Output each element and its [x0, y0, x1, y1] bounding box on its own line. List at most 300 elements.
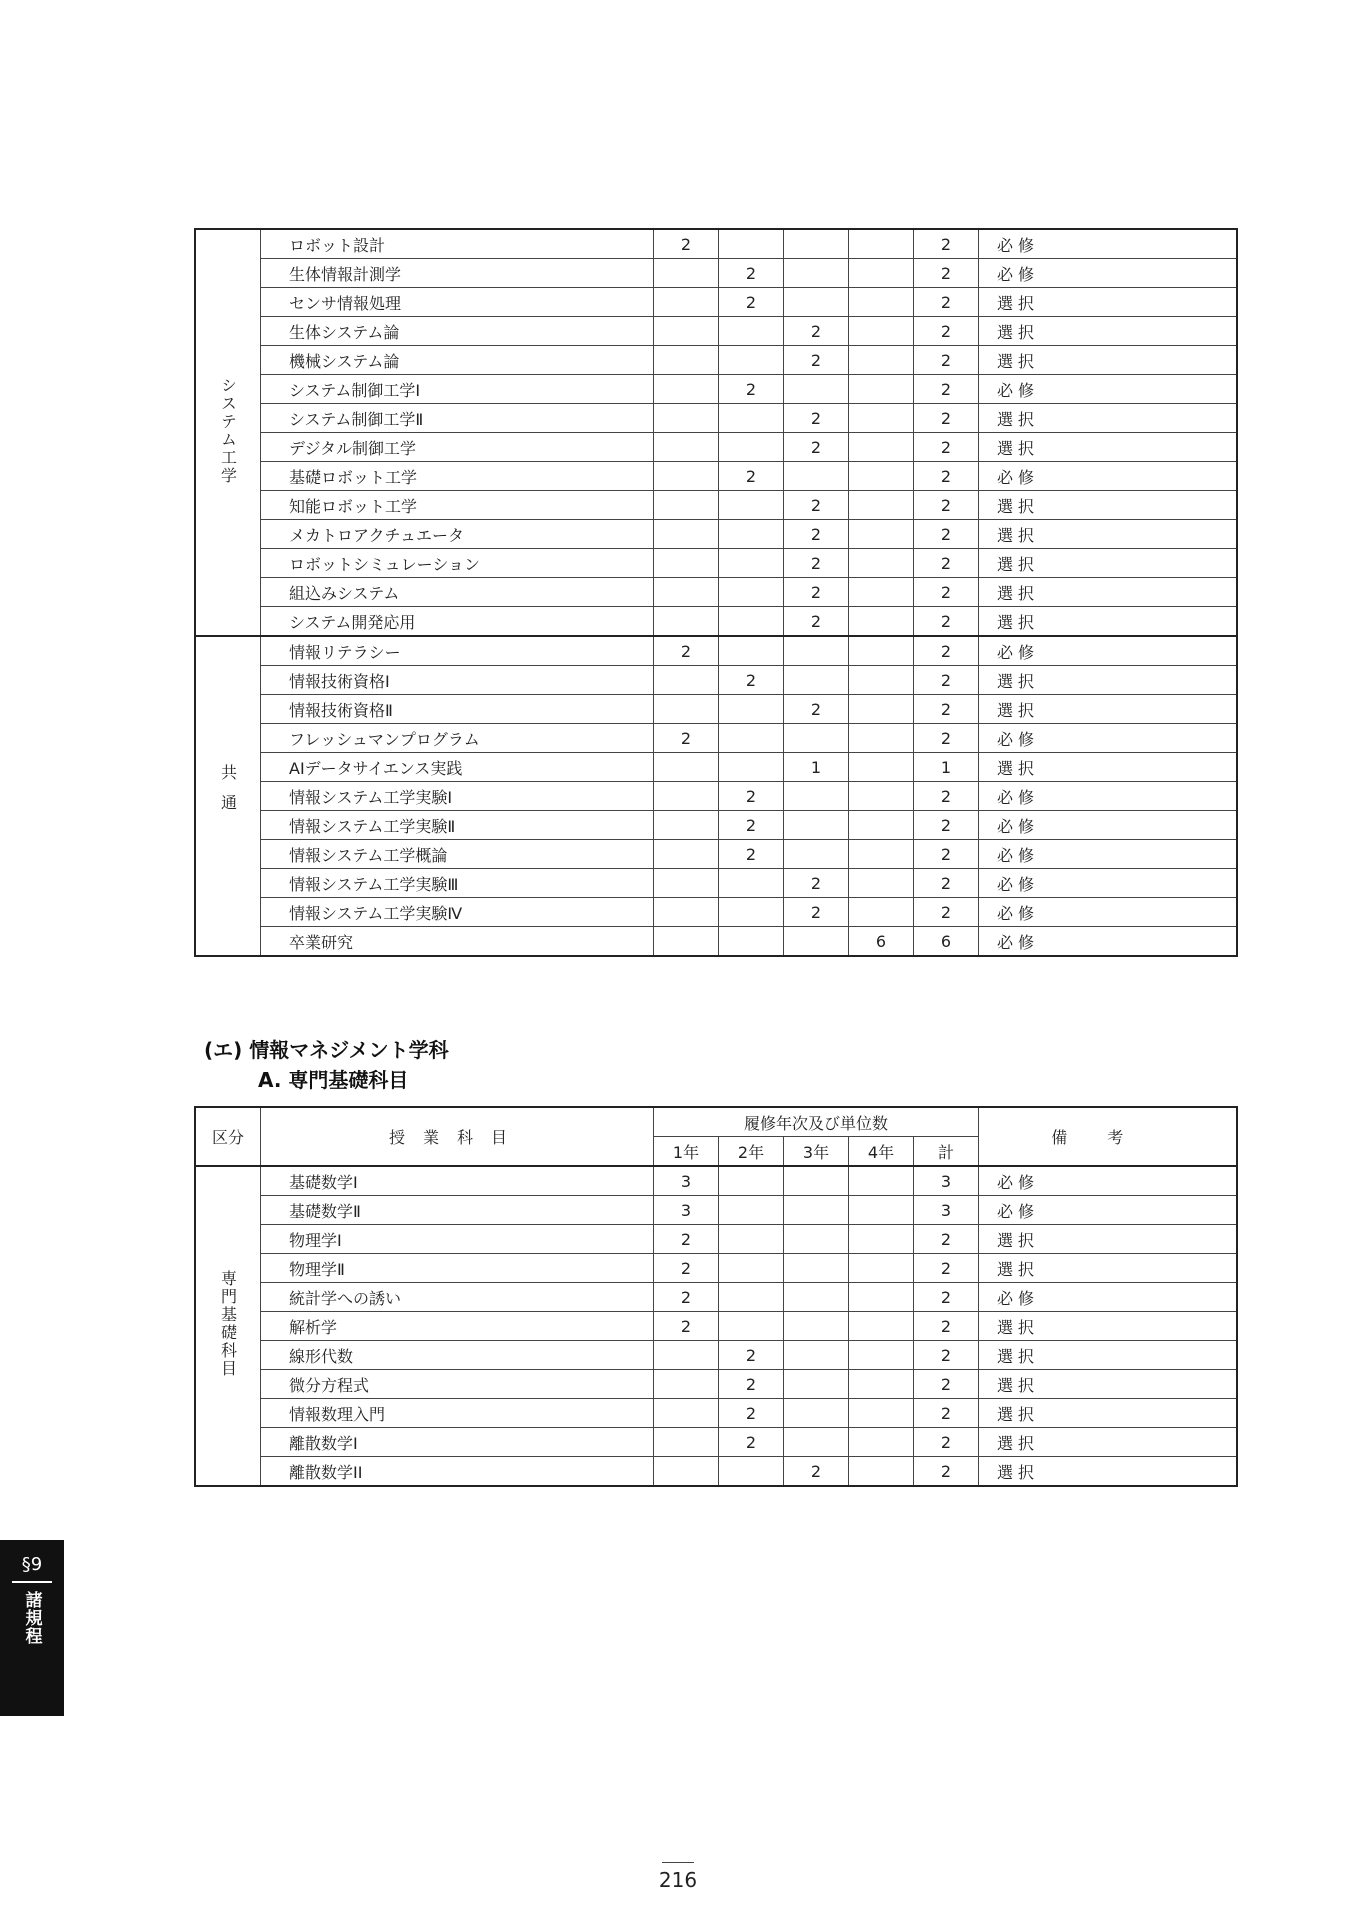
- basic-subjects-body: [195, 1166, 1237, 1486]
- credits-cell-y4: [849, 229, 914, 259]
- chapter-side-tab: [0, 1540, 64, 1716]
- credits-cell-y1: [654, 288, 719, 317]
- credits-cell-y3: [784, 811, 849, 840]
- header-years-group: 履修年次及び単位数: [654, 1107, 979, 1137]
- total-credits-cell: 2: [914, 229, 979, 259]
- category-cell: [195, 1166, 261, 1486]
- credits-cell-y4: [849, 288, 914, 317]
- credits-cell-y3: 2: [784, 491, 849, 520]
- total-credits-cell: 2: [914, 1225, 979, 1254]
- credits-cell-y4: [849, 346, 914, 375]
- basic-subjects-table: [194, 1106, 1238, 1487]
- subject-cell: 物理学Ⅰ: [261, 1225, 654, 1254]
- credits-cell-y1: [654, 927, 719, 957]
- credits-cell-y4: [849, 1457, 914, 1487]
- credits-cell-y3: [784, 259, 849, 288]
- table-row: [195, 462, 1237, 491]
- credits-cell-y4: [849, 520, 914, 549]
- remark-cell: 必修: [979, 259, 1237, 288]
- table-row: [195, 1225, 1237, 1254]
- credits-cell-y3: [784, 840, 849, 869]
- credits-cell-y1: [654, 520, 719, 549]
- credits-cell-y1: 2: [654, 1225, 719, 1254]
- credits-cell-y2: [719, 346, 784, 375]
- credits-cell-y2: 2: [719, 259, 784, 288]
- subject-cell: 情報リテラシー: [261, 636, 654, 666]
- subject-cell: システム開発応用: [261, 607, 654, 637]
- credits-cell-y4: [849, 782, 914, 811]
- credits-cell-y2: 2: [719, 288, 784, 317]
- credits-cell-y3: 2: [784, 346, 849, 375]
- credits-cell-y1: [654, 317, 719, 346]
- total-credits-cell: 3: [914, 1196, 979, 1225]
- header-category: 区分: [195, 1107, 261, 1166]
- credits-cell-y2: 2: [719, 1428, 784, 1457]
- credits-cell-y3: [784, 462, 849, 491]
- credits-cell-y1: [654, 666, 719, 695]
- credits-cell-y1: [654, 869, 719, 898]
- remark-cell: 必修: [979, 1166, 1237, 1196]
- subject-cell: デジタル制御工学: [261, 433, 654, 462]
- credits-cell-y4: [849, 811, 914, 840]
- credits-cell-y4: [849, 259, 914, 288]
- credits-cell-y4: [849, 840, 914, 869]
- subject-cell: センサ情報処理: [261, 288, 654, 317]
- credits-cell-y2: [719, 1283, 784, 1312]
- credits-cell-y1: 2: [654, 636, 719, 666]
- subject-cell: 線形代数: [261, 1341, 654, 1370]
- total-credits-cell: 2: [914, 1254, 979, 1283]
- credits-cell-y3: [784, 1370, 849, 1399]
- category-label: 共通: [218, 764, 238, 824]
- total-credits-cell: 2: [914, 869, 979, 898]
- total-credits-cell: 2: [914, 491, 979, 520]
- total-credits-cell: 2: [914, 1341, 979, 1370]
- credits-cell-y2: 2: [719, 1399, 784, 1428]
- credits-cell-y1: [654, 607, 719, 637]
- remark-cell: 必修: [979, 840, 1237, 869]
- total-credits-cell: 2: [914, 636, 979, 666]
- credits-cell-y1: [654, 404, 719, 433]
- page-number: 216: [658, 1868, 698, 1892]
- credits-cell-y4: [849, 1370, 914, 1399]
- subject-cell: 組込みシステム: [261, 578, 654, 607]
- remark-cell: 選択: [979, 1370, 1237, 1399]
- remark-cell: 必修: [979, 811, 1237, 840]
- credits-cell-y4: [849, 1196, 914, 1225]
- credits-cell-y4: [849, 724, 914, 753]
- subject-cell: システム制御工学Ⅱ: [261, 404, 654, 433]
- credits-cell-y3: [784, 666, 849, 695]
- subject-cell: 基礎数学Ⅱ: [261, 1196, 654, 1225]
- remark-cell: 選択: [979, 288, 1237, 317]
- credits-cell-y2: 2: [719, 811, 784, 840]
- credits-cell-y2: 2: [719, 1341, 784, 1370]
- subject-cell: 解析学: [261, 1312, 654, 1341]
- table-row: [195, 404, 1237, 433]
- table-row: [195, 840, 1237, 869]
- category-cell: [195, 636, 261, 956]
- credits-cell-y1: 2: [654, 1283, 719, 1312]
- subject-cell: システム制御工学Ⅰ: [261, 375, 654, 404]
- credits-cell-y3: [784, 375, 849, 404]
- subject-cell: 情報技術資格Ⅰ: [261, 666, 654, 695]
- subject-cell: 情報システム工学実験Ⅳ: [261, 898, 654, 927]
- category-cell: [195, 229, 261, 636]
- subject-cell: 離散数学II: [261, 1457, 654, 1487]
- table-row: [195, 1166, 1237, 1196]
- credits-cell-y3: [784, 1312, 849, 1341]
- remark-cell: 選択: [979, 666, 1237, 695]
- credits-cell-y2: [719, 1254, 784, 1283]
- subject-cell: フレッシュマンプログラム: [261, 724, 654, 753]
- remark-cell: 選択: [979, 520, 1237, 549]
- table-row: [195, 433, 1237, 462]
- credits-cell-y3: [784, 1166, 849, 1196]
- credits-cell-y1: 3: [654, 1166, 719, 1196]
- table-row: [195, 811, 1237, 840]
- total-credits-cell: 2: [914, 433, 979, 462]
- remark-cell: 必修: [979, 869, 1237, 898]
- subject-cell: ロボット設計: [261, 229, 654, 259]
- table-row: [195, 1399, 1237, 1428]
- category-label: システム工学: [218, 376, 238, 485]
- credits-cell-y2: [719, 636, 784, 666]
- section-subtitle: A. 専門基礎科目: [258, 1068, 409, 1092]
- table-row: [195, 1428, 1237, 1457]
- credits-cell-y2: 2: [719, 782, 784, 811]
- credits-cell-y2: 2: [719, 840, 784, 869]
- table-row: [195, 1341, 1237, 1370]
- remark-cell: 選択: [979, 346, 1237, 375]
- remark-cell: 選択: [979, 1457, 1237, 1487]
- table-row: [195, 724, 1237, 753]
- subject-cell: 情報システム工学概論: [261, 840, 654, 869]
- table-row: [195, 782, 1237, 811]
- credits-cell-y4: [849, 404, 914, 433]
- credits-cell-y1: 3: [654, 1196, 719, 1225]
- total-credits-cell: 2: [914, 1428, 979, 1457]
- credits-cell-y3: 2: [784, 607, 849, 637]
- header-year2: 2年: [719, 1137, 784, 1167]
- chapter-number: §9: [21, 1554, 43, 1575]
- credits-cell-y4: [849, 636, 914, 666]
- table-row: [195, 607, 1237, 637]
- credits-cell-y4: [849, 375, 914, 404]
- subject-cell: 情報数理入門: [261, 1399, 654, 1428]
- credits-cell-y1: [654, 462, 719, 491]
- credits-cell-y4: [849, 1312, 914, 1341]
- total-credits-cell: 2: [914, 317, 979, 346]
- remark-cell: 必修: [979, 636, 1237, 666]
- remark-cell: 選択: [979, 753, 1237, 782]
- credits-cell-y4: [849, 491, 914, 520]
- credits-cell-y3: 2: [784, 1457, 849, 1487]
- table-row: [195, 695, 1237, 724]
- credits-cell-y4: [849, 607, 914, 637]
- remark-cell: 必修: [979, 375, 1237, 404]
- credits-cell-y3: 2: [784, 549, 849, 578]
- remark-cell: 選択: [979, 317, 1237, 346]
- credits-cell-y4: [849, 869, 914, 898]
- remark-cell: 必修: [979, 782, 1237, 811]
- total-credits-cell: 2: [914, 1457, 979, 1487]
- subject-cell: ロボットシミュレーション: [261, 549, 654, 578]
- credits-cell-y3: [784, 724, 849, 753]
- subject-cell: 知能ロボット工学: [261, 491, 654, 520]
- credits-cell-y3: [784, 1283, 849, 1312]
- remark-cell: 必修: [979, 724, 1237, 753]
- total-credits-cell: 6: [914, 927, 979, 957]
- credits-cell-y2: 2: [719, 1370, 784, 1399]
- remark-cell: 選択: [979, 1225, 1237, 1254]
- credits-cell-y4: [849, 1225, 914, 1254]
- total-credits-cell: 2: [914, 782, 979, 811]
- credits-cell-y2: [719, 491, 784, 520]
- table-row: [195, 317, 1237, 346]
- table-row: [195, 753, 1237, 782]
- credits-cell-y2: 2: [719, 462, 784, 491]
- credits-cell-y2: [719, 578, 784, 607]
- credits-cell-y3: [784, 229, 849, 259]
- credits-cell-y2: 2: [719, 375, 784, 404]
- credits-cell-y2: [719, 927, 784, 957]
- credits-cell-y1: [654, 840, 719, 869]
- credits-cell-y1: 2: [654, 724, 719, 753]
- total-credits-cell: 2: [914, 607, 979, 637]
- credits-cell-y2: [719, 433, 784, 462]
- credits-cell-y1: [654, 259, 719, 288]
- header-year1: 1年: [654, 1137, 719, 1167]
- credits-cell-y4: [849, 753, 914, 782]
- credits-cell-y4: [849, 1254, 914, 1283]
- remark-cell: 選択: [979, 607, 1237, 637]
- total-credits-cell: 2: [914, 520, 979, 549]
- total-credits-cell: 2: [914, 346, 979, 375]
- credits-cell-y4: [849, 1166, 914, 1196]
- total-credits-cell: 2: [914, 1370, 979, 1399]
- total-credits-cell: 2: [914, 259, 979, 288]
- credits-cell-y2: 2: [719, 666, 784, 695]
- total-credits-cell: 2: [914, 375, 979, 404]
- table-row: [195, 898, 1237, 927]
- table-row: [195, 636, 1237, 666]
- subject-cell: 生体情報計測学: [261, 259, 654, 288]
- credits-cell-y3: [784, 1428, 849, 1457]
- credits-cell-y1: [654, 1341, 719, 1370]
- credits-cell-y3: [784, 288, 849, 317]
- subject-cell: 情報技術資格Ⅱ: [261, 695, 654, 724]
- remark-cell: 選択: [979, 1312, 1237, 1341]
- subject-cell: 微分方程式: [261, 1370, 654, 1399]
- credits-cell-y4: [849, 1399, 914, 1428]
- credits-cell-y3: 2: [784, 695, 849, 724]
- section-title: (エ) 情報マネジメント学科: [204, 1038, 449, 1062]
- table-row: [195, 869, 1237, 898]
- table-row: [195, 1312, 1237, 1341]
- remark-cell: 選択: [979, 1428, 1237, 1457]
- credits-cell-y4: 6: [849, 927, 914, 957]
- credits-cell-y1: [654, 375, 719, 404]
- credits-cell-y3: 2: [784, 520, 849, 549]
- credits-cell-y2: [719, 724, 784, 753]
- subject-cell: 情報システム工学実験Ⅰ: [261, 782, 654, 811]
- header-remark: 備考: [979, 1107, 1237, 1166]
- credits-cell-y3: [784, 782, 849, 811]
- credits-cell-y4: [849, 1283, 914, 1312]
- credits-cell-y3: [784, 1196, 849, 1225]
- remark-cell: 必修: [979, 462, 1237, 491]
- table-row: [195, 549, 1237, 578]
- credits-cell-y1: 2: [654, 1254, 719, 1283]
- table-row: [195, 578, 1237, 607]
- credits-cell-y1: [654, 1428, 719, 1457]
- credits-cell-y1: [654, 346, 719, 375]
- table-row: [195, 1196, 1237, 1225]
- category-label: 専門基礎科目: [218, 1270, 238, 1378]
- remark-cell: 選択: [979, 404, 1237, 433]
- credits-cell-y1: [654, 782, 719, 811]
- credits-cell-y2: [719, 317, 784, 346]
- credits-cell-y1: [654, 898, 719, 927]
- credits-cell-y3: 2: [784, 433, 849, 462]
- header-year3: 3年: [784, 1137, 849, 1167]
- subject-cell: 離散数学I: [261, 1428, 654, 1457]
- credits-cell-y4: [849, 549, 914, 578]
- credits-cell-y1: [654, 811, 719, 840]
- remark-cell: 必修: [979, 229, 1237, 259]
- credits-cell-y2: [719, 753, 784, 782]
- remark-cell: 選択: [979, 1341, 1237, 1370]
- remark-cell: 選択: [979, 491, 1237, 520]
- credits-cell-y2: [719, 695, 784, 724]
- credits-cell-y3: [784, 1341, 849, 1370]
- credits-cell-y4: [849, 317, 914, 346]
- total-credits-cell: 3: [914, 1166, 979, 1196]
- total-credits-cell: 2: [914, 549, 979, 578]
- credits-cell-y4: [849, 666, 914, 695]
- total-credits-cell: 2: [914, 840, 979, 869]
- credits-cell-y3: [784, 1254, 849, 1283]
- subject-cell: 卒業研究: [261, 927, 654, 957]
- table-row: [195, 1283, 1237, 1312]
- total-credits-cell: 2: [914, 811, 979, 840]
- total-credits-cell: 2: [914, 1399, 979, 1428]
- credits-cell-y1: [654, 549, 719, 578]
- chapter-label: 諸規程: [21, 1591, 42, 1645]
- remark-cell: 必修: [979, 927, 1237, 957]
- table-row: [195, 927, 1237, 957]
- table-row: [195, 375, 1237, 404]
- credits-cell-y4: [849, 1428, 914, 1457]
- credits-cell-y2: [719, 1457, 784, 1487]
- credits-cell-y2: [719, 520, 784, 549]
- table-row: [195, 1370, 1237, 1399]
- credits-cell-y3: 2: [784, 404, 849, 433]
- credits-cell-y1: [654, 695, 719, 724]
- remark-cell: 必修: [979, 1283, 1237, 1312]
- remark-cell: 選択: [979, 433, 1237, 462]
- table-row: [195, 229, 1237, 259]
- credits-cell-y1: [654, 1370, 719, 1399]
- credits-cell-y1: [654, 491, 719, 520]
- subject-cell: メカトロアクチュエータ: [261, 520, 654, 549]
- total-credits-cell: 2: [914, 404, 979, 433]
- remark-cell: 選択: [979, 1254, 1237, 1283]
- subject-cell: 情報システム工学実験Ⅱ: [261, 811, 654, 840]
- credits-cell-y2: [719, 1312, 784, 1341]
- total-credits-cell: 2: [914, 578, 979, 607]
- total-credits-cell: 2: [914, 666, 979, 695]
- subject-cell: 機械システム論: [261, 346, 654, 375]
- credits-cell-y3: [784, 636, 849, 666]
- credits-cell-y1: [654, 433, 719, 462]
- table-row: [195, 1254, 1237, 1283]
- subject-cell: 基礎ロボット工学: [261, 462, 654, 491]
- total-credits-cell: 1: [914, 753, 979, 782]
- remark-cell: 必修: [979, 898, 1237, 927]
- credits-cell-y2: [719, 869, 784, 898]
- credits-cell-y2: [719, 1225, 784, 1254]
- header-total: 計: [914, 1137, 979, 1167]
- total-credits-cell: 2: [914, 695, 979, 724]
- total-credits-cell: 2: [914, 898, 979, 927]
- subject-cell: 統計学への誘い: [261, 1283, 654, 1312]
- page-number-rule: [662, 1862, 694, 1863]
- credits-cell-y3: 2: [784, 869, 849, 898]
- remark-cell: 必修: [979, 1196, 1237, 1225]
- credits-cell-y3: [784, 927, 849, 957]
- chapter-divider: [12, 1581, 52, 1583]
- credits-cell-y1: 2: [654, 229, 719, 259]
- credits-cell-y2: [719, 549, 784, 578]
- total-credits-cell: 2: [914, 1283, 979, 1312]
- table-row: [195, 288, 1237, 317]
- table-row: [195, 666, 1237, 695]
- remark-cell: 選択: [979, 549, 1237, 578]
- total-credits-cell: 2: [914, 724, 979, 753]
- credits-cell-y3: 2: [784, 317, 849, 346]
- curriculum-table-continued: [194, 228, 1238, 957]
- credits-cell-y2: [719, 898, 784, 927]
- credits-cell-y2: [719, 229, 784, 259]
- credits-cell-y3: 2: [784, 578, 849, 607]
- subject-cell: 情報システム工学実験Ⅲ: [261, 869, 654, 898]
- table-row: [195, 491, 1237, 520]
- subject-cell: AIデータサイエンス実践: [261, 753, 654, 782]
- credits-cell-y4: [849, 695, 914, 724]
- credits-cell-y3: 2: [784, 898, 849, 927]
- credits-cell-y1: [654, 753, 719, 782]
- header-subject: 授業科目: [261, 1107, 654, 1166]
- header-year4: 4年: [849, 1137, 914, 1167]
- credits-cell-y2: [719, 1196, 784, 1225]
- subject-cell: 物理学Ⅱ: [261, 1254, 654, 1283]
- credits-cell-y4: [849, 1341, 914, 1370]
- curriculum-table-body: [195, 229, 1237, 956]
- credits-cell-y3: 1: [784, 753, 849, 782]
- credits-cell-y3: [784, 1399, 849, 1428]
- total-credits-cell: 2: [914, 288, 979, 317]
- credits-cell-y4: [849, 578, 914, 607]
- subject-cell: 基礎数学Ⅰ: [261, 1166, 654, 1196]
- credits-cell-y3: [784, 1225, 849, 1254]
- table-row: [195, 259, 1237, 288]
- remark-cell: 選択: [979, 695, 1237, 724]
- table-row: [195, 1457, 1237, 1487]
- remark-cell: 選択: [979, 578, 1237, 607]
- remark-cell: 選択: [979, 1399, 1237, 1428]
